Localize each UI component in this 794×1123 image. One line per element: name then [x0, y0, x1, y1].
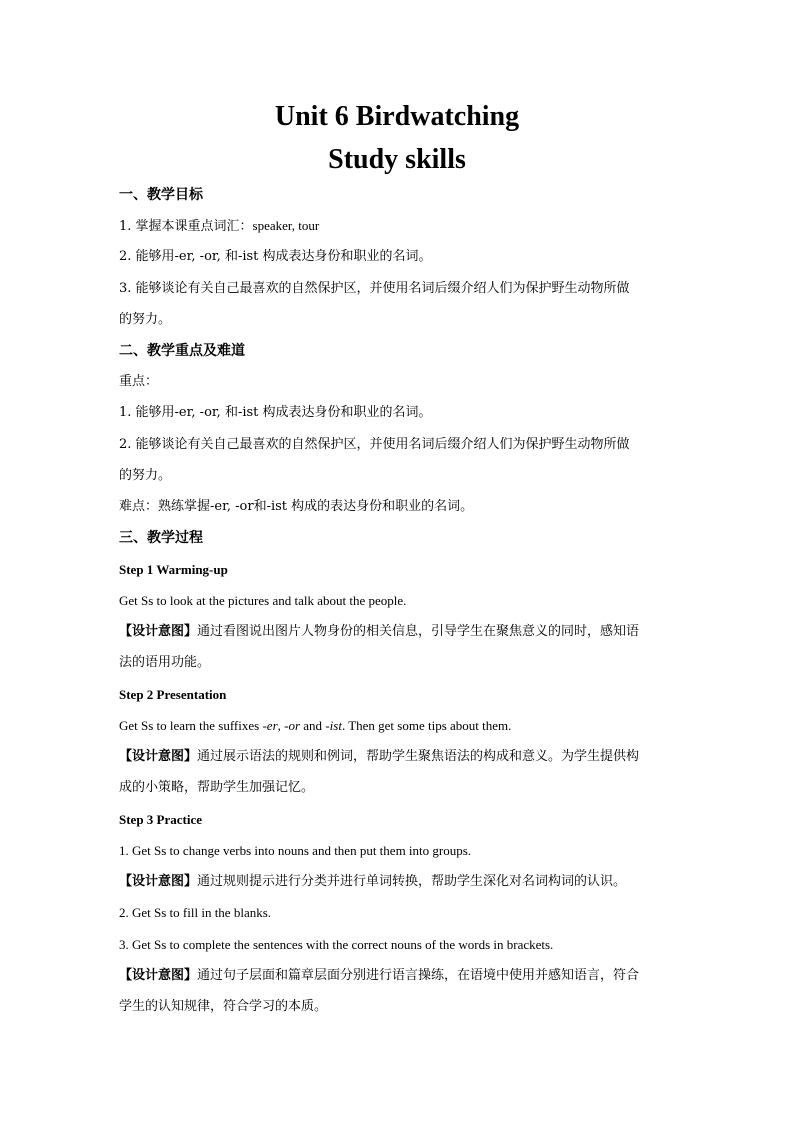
design-intent-label: 【设计意图】 — [119, 749, 198, 764]
objective-item-1-words: speaker, tour — [252, 218, 320, 233]
step-1-intent-text: 通过看图说出图片人物身份的相关信息，引导学生在聚焦意义的同时，感知语 — [197, 624, 640, 639]
step-3-intent-1-text: 通过规则提示进行分类并进行单词转换，帮助学生深化对名词构词的认识。 — [197, 874, 627, 889]
step-2-intent-text: 通过展示语法的规则和例词，帮助学生聚焦语法的构成和意义。为学生提供构 — [197, 749, 640, 764]
key-point-item-2-line2: 的努力。 — [119, 468, 172, 483]
suffix-er: -er — [262, 718, 278, 733]
objective-item-3-line1: 3. 能够谈论有关自己最喜欢的自然保护区，并使用名词后缀介绍人们为保护野生动物所做 — [119, 281, 630, 296]
objective-item-2: 2. 能够用-er, -or, 和-ist 构成表达身份和职业的名词。 — [119, 249, 432, 264]
objective-item-1 — [119, 217, 679, 236]
step-2-sep1: , — [277, 718, 285, 733]
step-3-intent-2-line1 — [119, 967, 679, 985]
design-intent-label: 【设计意图】 — [119, 874, 198, 889]
step-3-item-1: 1. Get Ss to change verbs into nouns and then put them into groups. — [119, 843, 472, 858]
step-2-sep2: and — [300, 718, 326, 733]
step-1-text: Get Ss to look at the pictures and talk about the people. — [119, 593, 407, 608]
section-heading-objectives: 一、教学目标 — [119, 187, 203, 203]
difficulty-text: 难点：熟练掌握-er, -or和-ist 构成的表达身份和职业的名词。 — [119, 499, 474, 514]
step-3-intent-2-text: 通过句子层面和篇章层面分别进行语言操练，在语境中使用并感知语言，符合 — [197, 968, 640, 983]
step-2-text-after: . Then get some tips about them. — [341, 718, 512, 733]
key-points-label: 重点： — [119, 374, 159, 389]
step-1-intent-line2: 法的语用功能。 — [119, 655, 211, 670]
section-heading-key-points: 二、教学重点及难道 — [119, 343, 245, 359]
step-3-intent-1 — [119, 873, 679, 891]
step-2-intent-line2: 成的小策略，帮助学生加强记忆。 — [119, 780, 315, 795]
objective-item-3-line2: 的努力。 — [119, 312, 172, 327]
design-intent-label: 【设计意图】 — [119, 624, 198, 639]
suffix-or: -or — [284, 718, 301, 733]
step-2-text — [119, 717, 679, 735]
suffix-ist: -ist — [325, 718, 342, 733]
step-3-intent-2-line2: 学生的认知规律，符合学习的本质。 — [119, 999, 328, 1014]
key-point-item-1: 1. 能够用-er, -or, 和-ist 构成表达身份和职业的名词。 — [119, 405, 432, 420]
step-3-item-3: 3. Get Ss to complete the sentences with the correct nouns of the words in brackets. — [119, 937, 554, 952]
step-2-text-before: Get Ss to learn the suffixes — [119, 718, 263, 733]
step-1-intent-line1 — [119, 623, 679, 641]
step-1-title: Step 1 Warming-up — [119, 562, 228, 577]
document-subtitle: Study skills — [328, 144, 466, 175]
key-point-item-2-line1: 2. 能够谈论有关自己最喜欢的自然保护区，并使用名词后缀介绍人们为保护野生动物所做 — [119, 437, 630, 452]
document-title: Unit 6 Birdwatching — [274, 101, 520, 132]
step-3-title: Step 3 Practice — [119, 812, 203, 827]
objective-item-1-text: 1. 掌握本课重点词汇： — [119, 219, 253, 234]
design-intent-label: 【设计意图】 — [119, 968, 198, 983]
step-3-item-2: 2. Get Ss to fill in the blanks. — [119, 905, 272, 920]
step-2-title: Step 2 Presentation — [119, 687, 227, 702]
step-2-intent-line1 — [119, 748, 679, 766]
section-heading-process: 三、教学过程 — [119, 530, 203, 546]
